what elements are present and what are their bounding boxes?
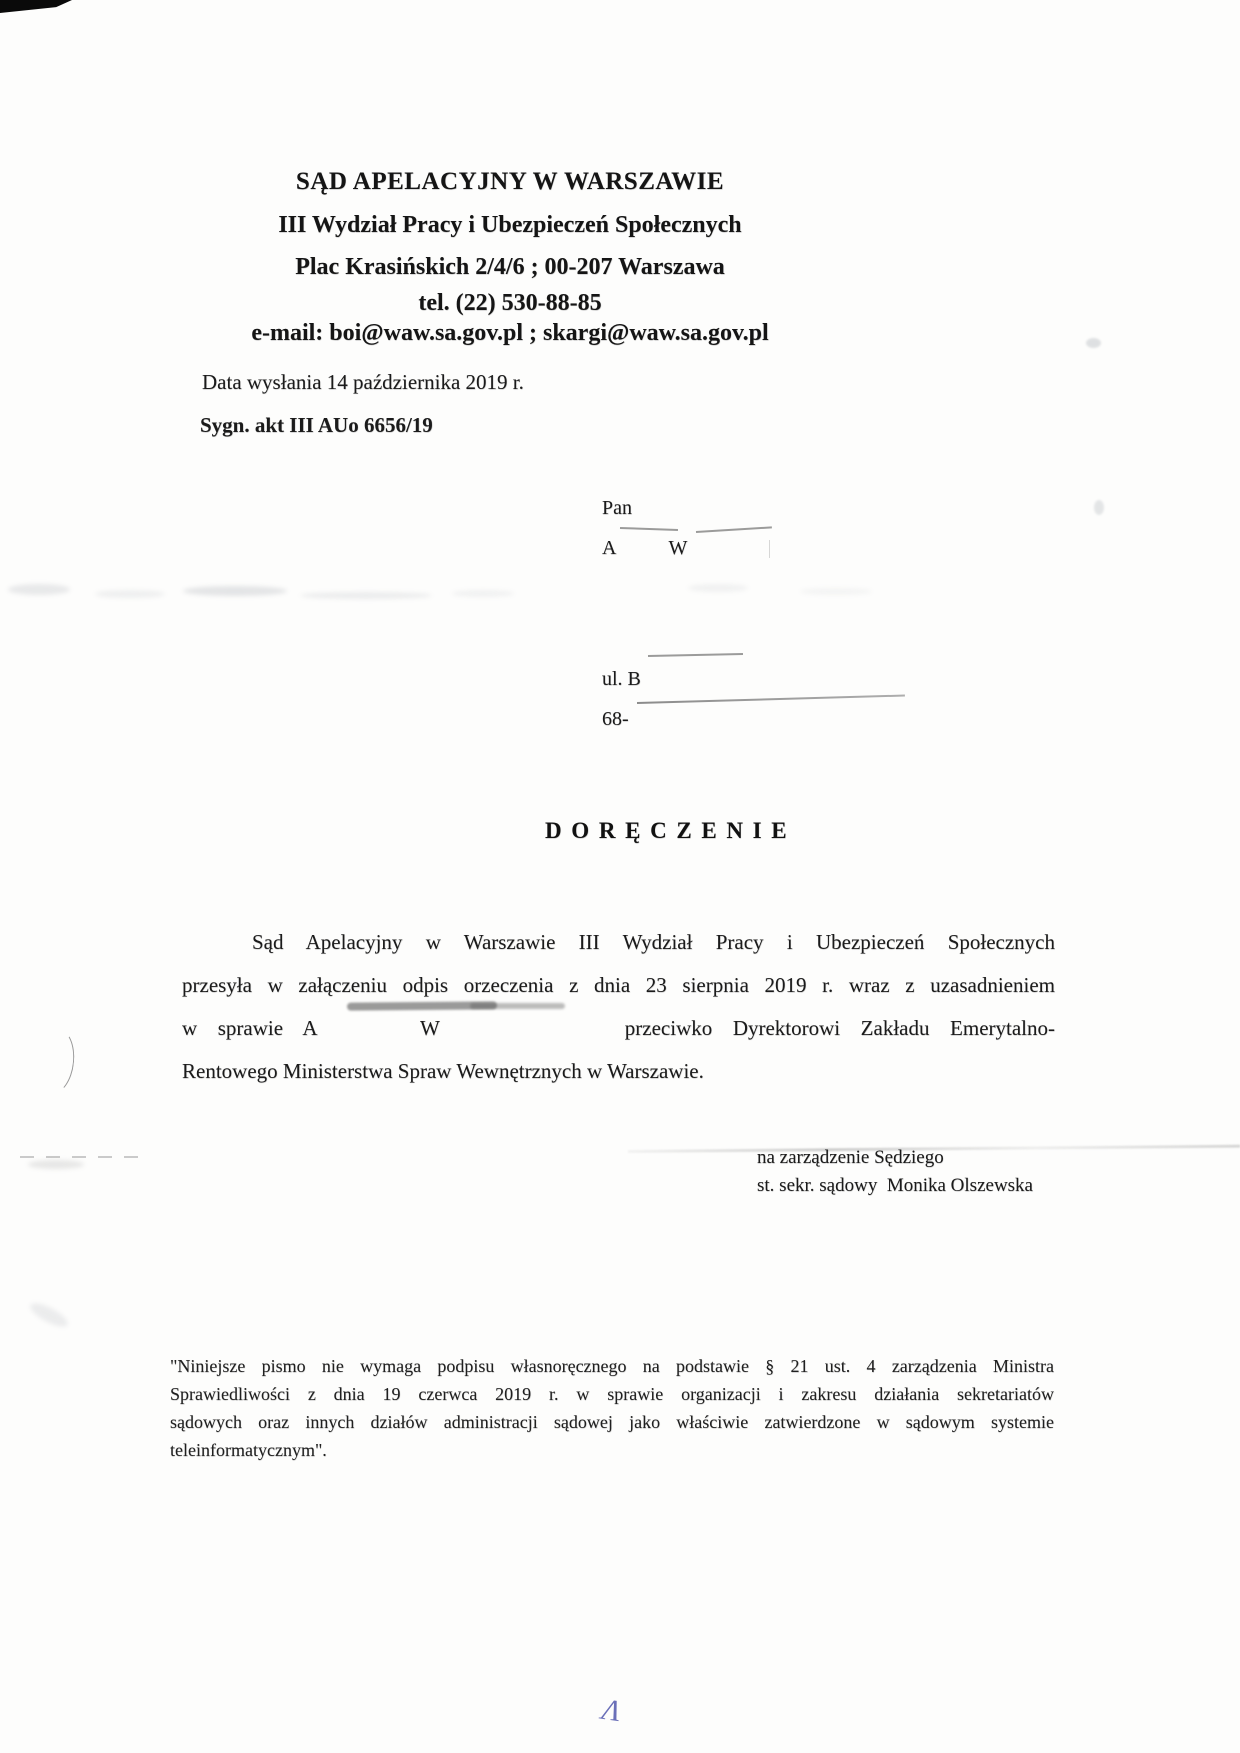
court-division: III Wydział Pracy i Ubezpieczeń Społecznych [278, 212, 742, 238]
court-email: e-mail: boi@waw.sa.gov.pl ; skargi@waw.sa.gov.pl [251, 320, 769, 346]
redaction-artifact [769, 540, 770, 558]
redaction-line [637, 695, 905, 704]
footnote-line-2: Sprawiedliwości z dnia 19 czerwca 2019 r. w sprawie organizacji i zakresu działania sekretariatów [170, 1384, 1054, 1404]
body-line-3: w sprawie A W przeciwko Dyrektorowi Zakładu Emerytalno- [182, 1016, 1055, 1040]
court-phone: tel. (22) 530-88-85 [418, 290, 602, 316]
scan-smudge [8, 584, 70, 595]
scan-smudge [300, 592, 432, 599]
addressee-salutation: Pan [602, 497, 632, 519]
addressee-last-initial: W [668, 537, 688, 559]
sent-date: Data wysłania 14 października 2019 r. [202, 370, 524, 394]
pen-arc-mark [33, 1026, 78, 1096]
scan-corner-artifact [0, 0, 72, 13]
scan-speck [1086, 338, 1101, 348]
redaction-line [648, 653, 743, 657]
addressee-street: ul. B [602, 668, 641, 690]
scan-smudge [27, 1299, 71, 1331]
case-number: Sygn. akt III AUo 6656/19 [200, 413, 433, 437]
footnote-line-1: "Niniejsze pismo nie wymaga podpisu własnoręcznego na podstawie § 21 ust. 4 zarządzenia Ministra [170, 1356, 1054, 1376]
scan-smudge [95, 590, 165, 598]
redaction-line [620, 527, 678, 531]
scan-smudge [452, 590, 514, 597]
scan-smudge [800, 588, 872, 595]
scan-speck [1094, 500, 1104, 515]
scan-smudge [28, 1160, 84, 1169]
body-line-4: Rentowego Ministerstwa Spraw Wewnętrznych w Warszawie. [182, 1059, 704, 1083]
addressee-first-initial: A [602, 537, 617, 559]
court-name: SĄD APELACYJNY W WARSZAWIE [295, 168, 725, 195]
pen-mark: Λ [599, 1692, 623, 1729]
body-line-2: przesyła w załączeniu odpis orzeczenia z dnia 23 sierpnia 2019 r. wraz z uzasadnieniem [182, 973, 1055, 997]
scan-smudge [688, 584, 748, 592]
footnote-line-3: sądowych oraz innych działów administracji sądowej jako właściwie zatwierdzone w sądowym systemie [170, 1412, 1054, 1432]
body-line-1: Sąd Apelacyjny w Warszawie III Wydział Pracy i Ubezpieczeń Społecznych [252, 930, 1055, 954]
scan-smudge [183, 586, 287, 596]
scan-streak-artifact [20, 1156, 138, 1158]
signature-signer: st. sekr. sądowy Monika Olszewska [757, 1175, 1033, 1196]
court-address: Plac Krasińskich 2/4/6 ; 00-207 Warszawa [295, 254, 725, 280]
redaction-smear [470, 1003, 565, 1009]
addressee-name [602, 537, 687, 560]
redaction-line [696, 526, 772, 533]
signature-authorization: na zarządzenie Sędziego [757, 1147, 944, 1168]
footnote-line-4: teleinformatycznym". [170, 1440, 327, 1460]
addressee-postal-code: 68- [602, 708, 629, 730]
document-title: DORĘCZENIE [545, 818, 797, 843]
